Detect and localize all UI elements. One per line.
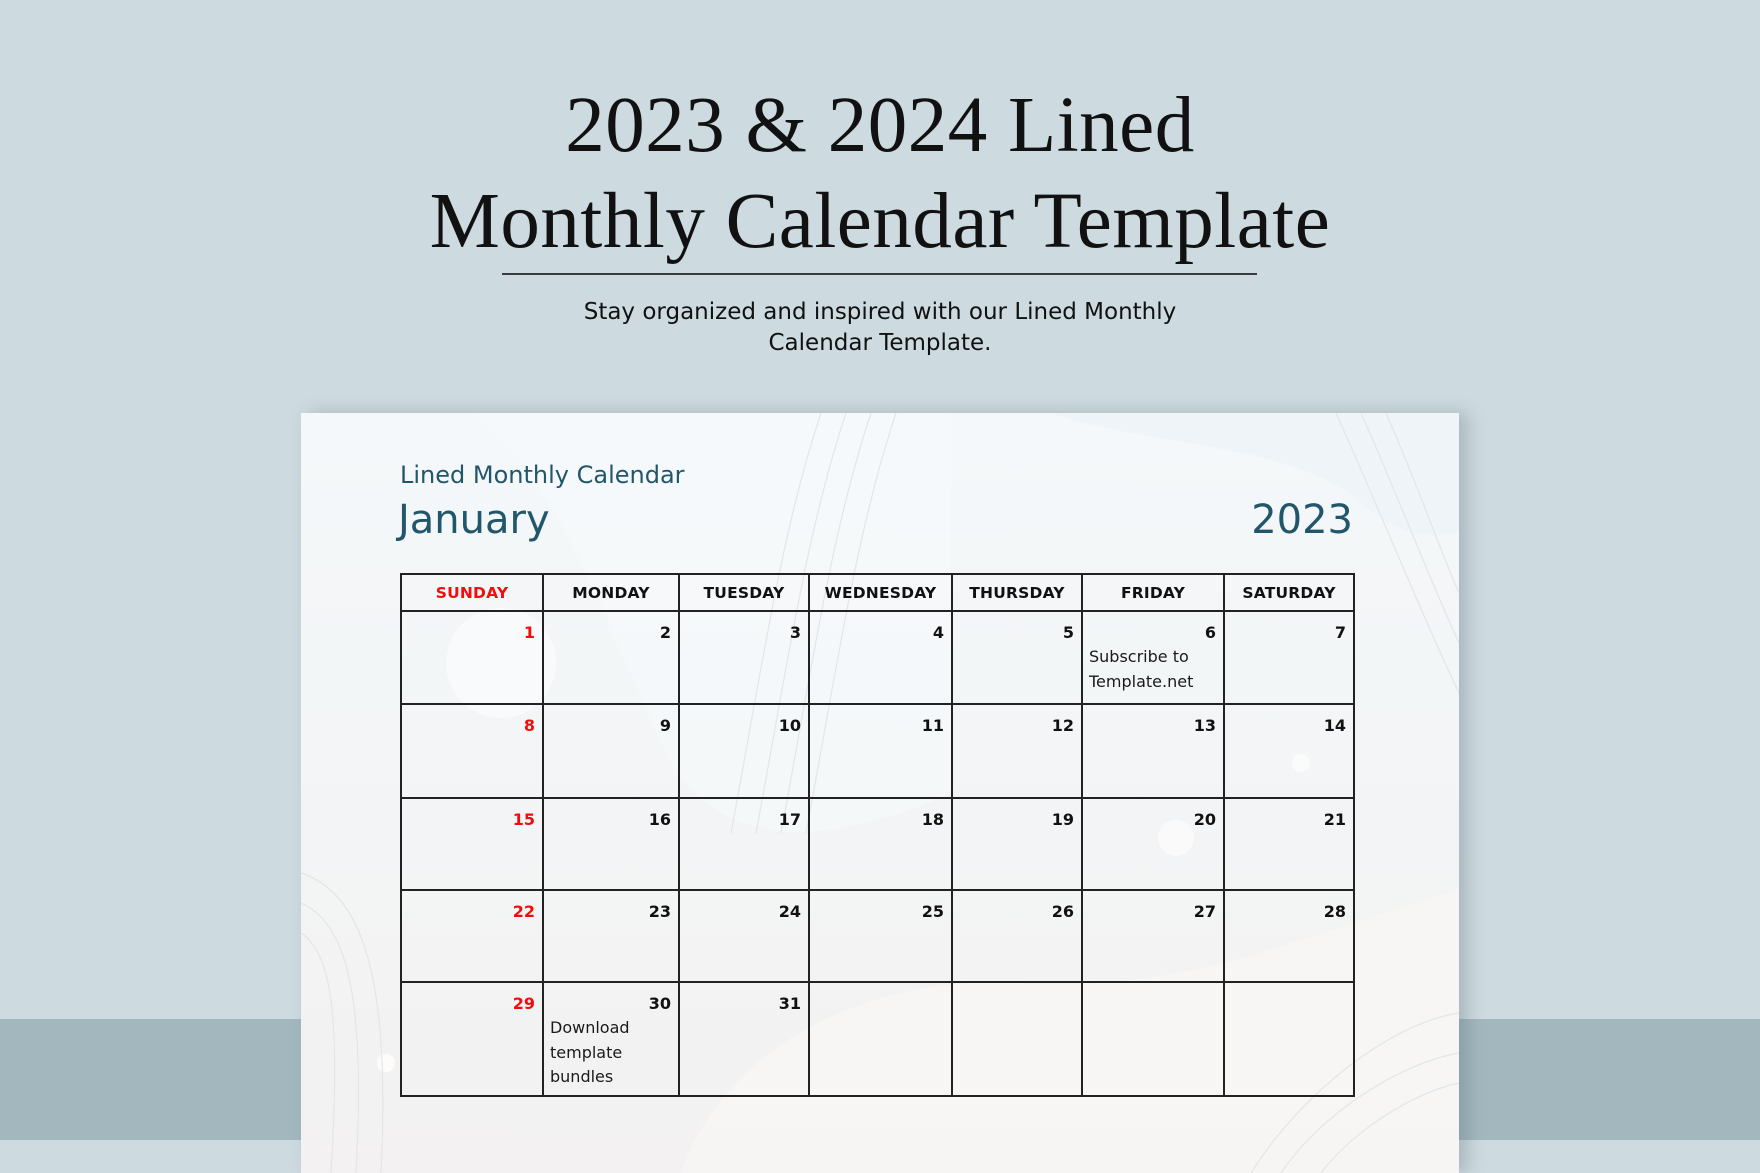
page-subtitle-line-2: Calendar Template. xyxy=(768,330,992,356)
calendar-year: 2023 xyxy=(1251,497,1353,543)
day-number xyxy=(1083,983,1223,995)
calendar-grid xyxy=(400,573,1355,1097)
day-number: 20 xyxy=(1193,810,1216,829)
day-cell[interactable] xyxy=(809,798,952,890)
day-number: 10 xyxy=(778,716,801,735)
day-cell[interactable] xyxy=(1082,704,1224,798)
calendar-month: January xyxy=(398,497,550,543)
day-cell[interactable] xyxy=(809,982,952,1096)
day-number: 3 xyxy=(789,623,801,642)
day-number: 7 xyxy=(1334,623,1346,642)
day-number: 28 xyxy=(1323,902,1346,921)
day-number: 22 xyxy=(512,902,535,921)
day-cell[interactable] xyxy=(952,611,1082,704)
day-cell[interactable] xyxy=(543,704,679,798)
weekday-friday: FRIDAY xyxy=(1082,574,1224,611)
calendar-kicker: Lined Monthly Calendar xyxy=(400,461,685,489)
title-divider xyxy=(502,273,1257,275)
day-cell[interactable] xyxy=(1082,982,1224,1096)
day-note: Download template bundles xyxy=(550,1018,630,1086)
day-number: 1 xyxy=(523,623,535,642)
day-cell[interactable] xyxy=(679,611,809,704)
day-cell[interactable] xyxy=(543,798,679,890)
day-cell[interactable] xyxy=(1224,798,1354,890)
page-subtitle xyxy=(0,297,1760,359)
weekday-sunday: SUNDAY xyxy=(401,574,543,611)
day-number: 30 xyxy=(648,994,671,1013)
page-title-line-2: Monthly Calendar Template xyxy=(429,178,1331,265)
day-number: 17 xyxy=(778,810,801,829)
day-cell[interactable] xyxy=(543,611,679,704)
day-number: 14 xyxy=(1323,716,1346,735)
day-number: 8 xyxy=(523,716,535,735)
page-title xyxy=(0,78,1760,270)
week-row xyxy=(401,982,1354,1096)
day-cell[interactable] xyxy=(401,611,543,704)
day-number: 2 xyxy=(659,623,671,642)
day-number: 31 xyxy=(778,994,801,1013)
day-number xyxy=(1225,983,1353,995)
day-number: 23 xyxy=(648,902,671,921)
day-number: 21 xyxy=(1323,810,1346,829)
weekday-monday: MONDAY xyxy=(543,574,679,611)
day-cell[interactable] xyxy=(1224,890,1354,982)
day-number: 12 xyxy=(1051,716,1074,735)
day-cell[interactable] xyxy=(809,890,952,982)
weekday-tuesday: TUESDAY xyxy=(679,574,809,611)
day-cell[interactable] xyxy=(401,890,543,982)
day-cell[interactable] xyxy=(1224,704,1354,798)
day-number: 25 xyxy=(921,902,944,921)
week-row xyxy=(401,704,1354,798)
day-number: 26 xyxy=(1051,902,1074,921)
day-number: 19 xyxy=(1051,810,1074,829)
day-cell[interactable] xyxy=(809,611,952,704)
day-cell[interactable] xyxy=(401,982,543,1096)
page-title-line-1: 2023 & 2024 Lined xyxy=(565,82,1195,169)
day-cell[interactable] xyxy=(952,890,1082,982)
week-row xyxy=(401,890,1354,982)
day-number xyxy=(810,983,951,995)
weekday-wednesday: WEDNESDAY xyxy=(809,574,952,611)
day-cell[interactable] xyxy=(679,890,809,982)
day-number: 13 xyxy=(1193,716,1216,735)
day-number: 11 xyxy=(921,716,944,735)
day-number: 24 xyxy=(778,902,801,921)
day-number: 18 xyxy=(921,810,944,829)
day-cell[interactable] xyxy=(1224,982,1354,1096)
day-cell[interactable] xyxy=(952,704,1082,798)
day-cell[interactable] xyxy=(679,798,809,890)
day-number: 5 xyxy=(1062,623,1074,642)
day-cell[interactable] xyxy=(1082,890,1224,982)
day-cell[interactable] xyxy=(952,798,1082,890)
day-number: 4 xyxy=(932,623,944,642)
weekday-saturday: SATURDAY xyxy=(1224,574,1354,611)
day-cell[interactable] xyxy=(1224,611,1354,704)
calendar-sheet xyxy=(301,413,1459,1173)
day-cell[interactable] xyxy=(543,982,679,1096)
day-number: 29 xyxy=(512,994,535,1013)
day-number: 16 xyxy=(648,810,671,829)
day-cell[interactable] xyxy=(401,704,543,798)
day-cell[interactable] xyxy=(401,798,543,890)
day-number: 9 xyxy=(659,716,671,735)
page-subtitle-line-1: Stay organized and inspired with our Lined Monthly xyxy=(583,299,1177,325)
week-row xyxy=(401,798,1354,890)
week-row xyxy=(401,611,1354,704)
day-note: Subscribe to Template.net xyxy=(1089,647,1194,691)
day-cell[interactable] xyxy=(543,890,679,982)
day-cell[interactable] xyxy=(1082,611,1224,704)
day-cell[interactable] xyxy=(1082,798,1224,890)
weekday-thursday: THURSDAY xyxy=(952,574,1082,611)
day-number: 27 xyxy=(1193,902,1216,921)
day-cell[interactable] xyxy=(679,704,809,798)
weekday-header-row xyxy=(401,574,1354,611)
day-cell[interactable] xyxy=(952,982,1082,1096)
day-cell[interactable] xyxy=(679,982,809,1096)
day-number: 15 xyxy=(512,810,535,829)
day-cell[interactable] xyxy=(809,704,952,798)
day-number: 6 xyxy=(1204,623,1216,642)
day-number xyxy=(953,983,1081,995)
